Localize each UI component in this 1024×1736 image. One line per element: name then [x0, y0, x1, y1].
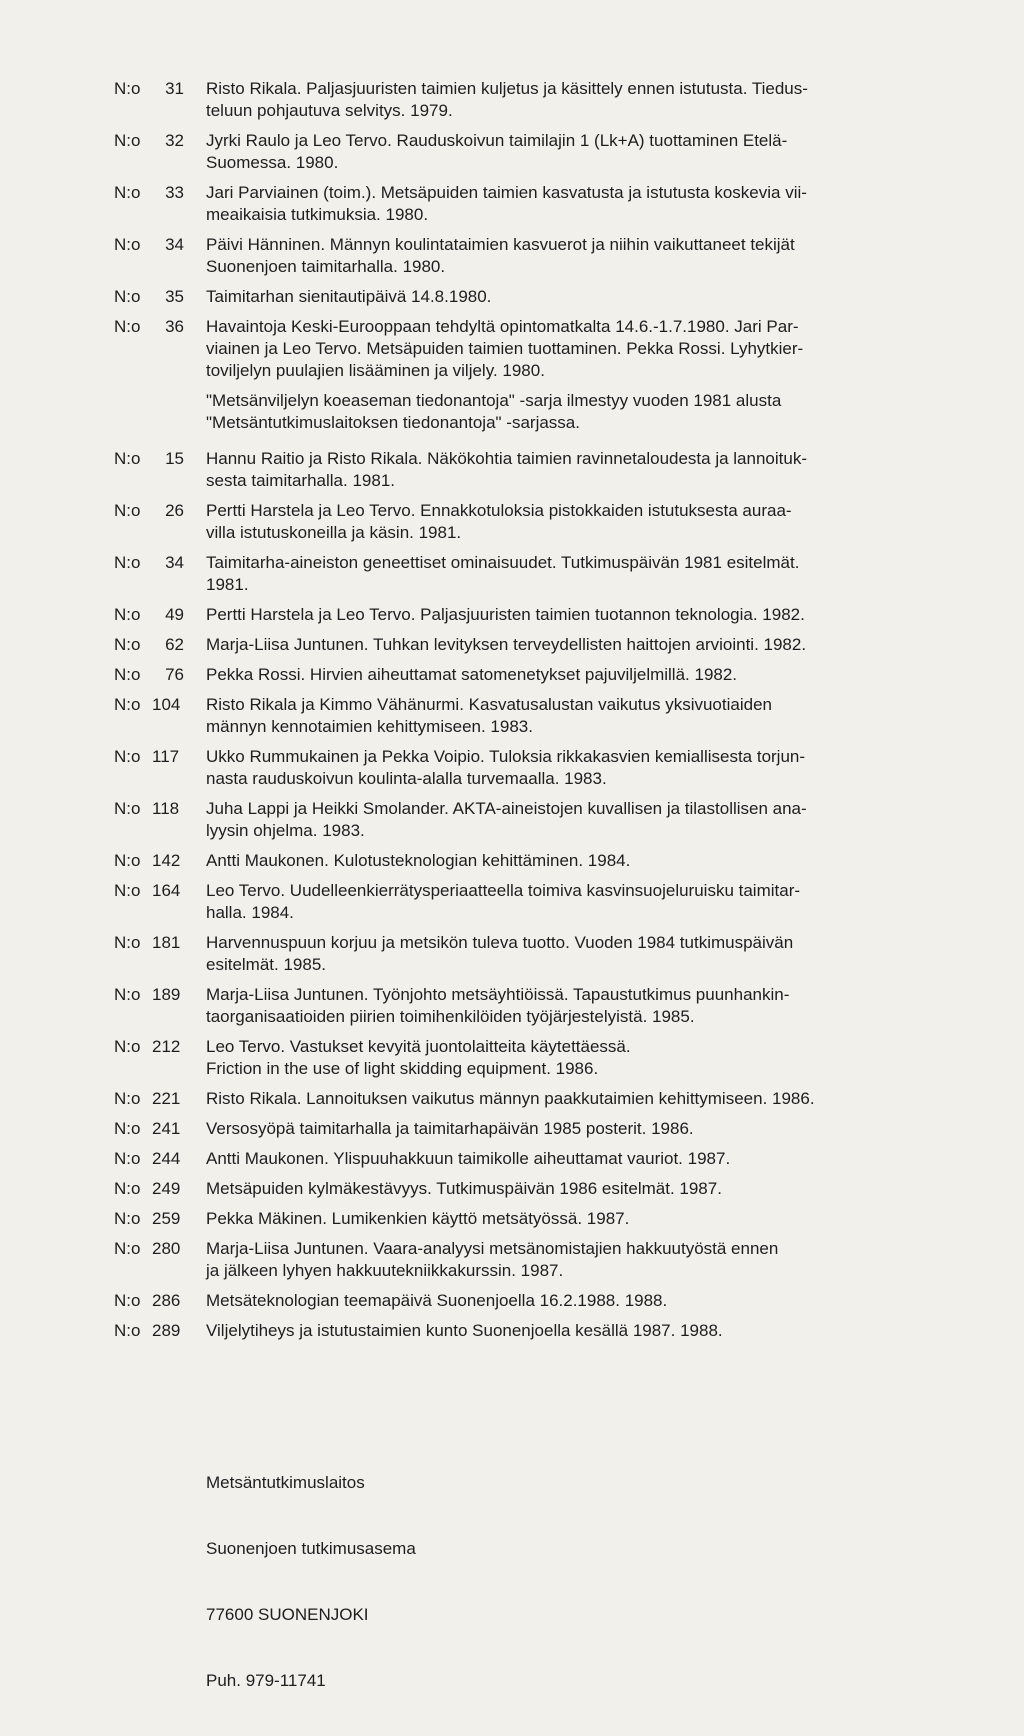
- entry-number-label: N:o: [114, 501, 141, 520]
- entry-number-label: N:o: [114, 665, 141, 684]
- entry-number: 34: [165, 235, 184, 254]
- publication-entry: [114, 932, 944, 976]
- entry-text: Risto Rikala ja Kimmo Vähänurmi. Kasvatusalustan vaikutus yksivuotiaiden männyn kennotaimien kehittymiseen. 1983.: [206, 695, 772, 736]
- entry-text: Antti Maukonen. Ylispuuhakkuun taimikolle aiheuttamat vauriot. 1987.: [206, 1149, 731, 1168]
- entry-number: 249: [152, 1179, 181, 1198]
- entry-number: 117: [152, 747, 180, 766]
- publication-entry: [114, 604, 944, 626]
- entry-text: Risto Rikala. Paljasjuuristen taimien kuljetus ja käsittely ennen istutusta. Tiedus- teluun pohjautuva selvitys. 1979.: [206, 79, 808, 120]
- entry-text: Marja-Liisa Juntunen. Vaara-analyysi metsänomistajien hakkuutyöstä ennen ja jälkeen lyhyen hakkuutekniikkakurssin. 1987.: [206, 1239, 779, 1280]
- publication-entry: [114, 1208, 944, 1230]
- entry-number: 244: [152, 1149, 181, 1168]
- entry-number: 241: [152, 1119, 181, 1138]
- entry-text: Marja-Liisa Juntunen. Tuhkan levityksen terveydellisten haittojen arviointi. 1982.: [206, 635, 807, 654]
- publication-entry: [114, 1036, 944, 1080]
- publication-entry: [114, 130, 944, 174]
- entry-number-label: N:o: [114, 235, 141, 254]
- footer-org: Metsäntutkimuslaitos: [206, 1473, 365, 1492]
- entry-number-label: N:o: [114, 449, 141, 468]
- entry-number-label: N:o: [114, 1209, 141, 1228]
- entry-number: 33: [165, 183, 184, 202]
- entry-number: 142: [152, 851, 181, 870]
- publication-entry: [114, 664, 944, 686]
- entry-number-label: N:o: [114, 79, 141, 98]
- entry-number-label: N:o: [114, 1239, 141, 1258]
- entry-text: Versosyöpä taimitarhalla ja taimitarhapäivän 1985 posterit. 1986.: [206, 1119, 694, 1138]
- entry-text: Leo Tervo. Uudelleenkierrätysperiaatteella toimiva kasvinsuojeluruisku taimitar- halla. 1984.: [206, 881, 801, 922]
- entry-number-label: N:o: [114, 1089, 141, 1108]
- publication-entry: [114, 78, 944, 122]
- entry-text: Metsäteknologian teemapäivä Suonenjoella 16.2.1988. 1988.: [206, 1291, 668, 1310]
- entry-number-label: N:o: [114, 985, 141, 1004]
- entry-number: 31: [165, 79, 184, 98]
- entry-number: 104: [152, 695, 181, 714]
- entry-number-label: N:o: [114, 1179, 141, 1198]
- entry-text: Päivi Hänninen. Männyn koulintataimien kasvuerot ja niihin vaikuttaneet tekijät Suonenjoen taimitarhalla. 1980.: [206, 235, 795, 276]
- entry-number-label: N:o: [114, 605, 141, 624]
- entry-number: 36: [165, 317, 184, 336]
- entry-number-label: N:o: [114, 1119, 141, 1138]
- publication-entry: [114, 1178, 944, 1200]
- entry-number-label: N:o: [114, 287, 141, 306]
- footer-phone: Puh. 979-11741: [206, 1671, 326, 1690]
- entry-number-label: N:o: [114, 799, 141, 818]
- entry-text: Harvennuspuun korjuu ja metsikön tuleva tuotto. Vuoden 1984 tutkimuspäivän esitelmät. 1985.: [206, 933, 794, 974]
- publication-entry: [114, 984, 944, 1028]
- entry-number: 118: [152, 799, 180, 818]
- entry-number-label: N:o: [114, 851, 141, 870]
- footer-address: 77600 SUONENJOKI: [206, 1605, 369, 1624]
- publication-entry: [114, 1118, 944, 1140]
- entry-number-label: N:o: [114, 131, 141, 150]
- entry-number: 189: [152, 985, 181, 1004]
- publication-entry: [114, 634, 944, 656]
- entry-text: Pertti Harstela ja Leo Tervo. Ennakkotuloksia pistokkaiden istutuksesta auraa- villa istutuskoneilla ja käsin. 1981.: [206, 501, 792, 542]
- entry-text: Risto Rikala. Lannoituksen vaikutus männyn paakkutaimien kehittymiseen. 1986.: [206, 1089, 815, 1108]
- entry-number: 259: [152, 1209, 181, 1228]
- entry-text: Metsäpuiden kylmäkestävyys. Tutkimuspäivän 1986 esitelmät. 1987.: [206, 1179, 722, 1198]
- entry-number: 164: [152, 881, 181, 900]
- publication-entry: [114, 880, 944, 924]
- publication-entry: [114, 1238, 944, 1282]
- publication-entry: [114, 798, 944, 842]
- entry-number: 289: [152, 1321, 181, 1340]
- entry-text: Pekka Mäkinen. Lumikenkien käyttö metsätyössä. 1987.: [206, 1209, 630, 1228]
- entry-text: Viljelytiheys ja istutustaimien kunto Suonenjoella kesällä 1987. 1988.: [206, 1321, 723, 1340]
- entry-number-label: N:o: [114, 695, 141, 714]
- entry-number-label: N:o: [114, 933, 141, 952]
- entry-number-label: N:o: [114, 183, 141, 202]
- entry-text: Havaintoja Keski-Eurooppaan tehdyltä opintomatkalta 14.6.-1.7.1980. Jari Par- viainen ja Leo Tervo. Metsäpuiden taimien tuottaminen. Pekka Rossi. Lyhytkier- toviljelyn puulajien lisääminen ja viljely. 1980.: [206, 317, 804, 380]
- entry-number: 212: [152, 1037, 181, 1056]
- publication-entry: [114, 448, 944, 492]
- entry-text: Leo Tervo. Vastukset kevyitä juontolaitteita käytettäessä. Friction in the use of light skidding equipment. 1986.: [206, 1037, 631, 1078]
- entry-number: 76: [165, 665, 184, 684]
- entry-number-label: N:o: [114, 747, 141, 766]
- publication-entry: [114, 1290, 944, 1312]
- entry-number: 26: [165, 501, 184, 520]
- publication-entry: [114, 1148, 944, 1170]
- entry-number-label: N:o: [114, 317, 141, 336]
- entry-number-label: N:o: [114, 1291, 141, 1310]
- publication-entry: [114, 694, 944, 738]
- entry-number-label: N:o: [114, 1321, 141, 1340]
- entry-text: Marja-Liisa Juntunen. Työnjohto metsäyhtiöissä. Tapaustutkimus puunhankin- taorganisaatioiden piirien toimihenkilöiden työjärjestelyistä. 1985.: [206, 985, 790, 1026]
- entry-text: Ukko Rummukainen ja Pekka Voipio. Tuloksia rikkakasvien kemiallisesta torjun- nasta rauduskoivun koulinta-alalla turvemaalla. 1983.: [206, 747, 806, 788]
- publication-entry: [114, 286, 944, 308]
- entry-text: Taimitarha-aineiston geneettiset ominaisuudet. Tutkimuspäivän 1981 esitelmät. 1981.: [206, 553, 800, 594]
- publication-entry: [114, 1320, 944, 1342]
- footer-address-block: [206, 1428, 944, 1736]
- entry-number: 34: [165, 553, 184, 572]
- footer-station: Suonenjoen tutkimusasema: [206, 1539, 416, 1558]
- publication-entry: [114, 746, 944, 790]
- publication-entry: [114, 1088, 944, 1110]
- entry-text: Pekka Rossi. Hirvien aiheuttamat satomenetykset pajuviljelmillä. 1982.: [206, 665, 738, 684]
- publication-entry: [114, 316, 944, 382]
- entry-number: 35: [165, 287, 184, 306]
- entry-number: 49: [165, 605, 184, 624]
- entry-text: Jari Parviainen (toim.). Metsäpuiden taimien kasvatusta ja istutusta koskevia vii- meaikaisia tutkimuksia. 1980.: [206, 183, 807, 224]
- publication-entry: [114, 850, 944, 872]
- entry-number-label: N:o: [114, 553, 141, 572]
- entry-text: Antti Maukonen. Kulotusteknologian kehittäminen. 1984.: [206, 851, 631, 870]
- entry-number: 280: [152, 1239, 181, 1258]
- entry-number-label: N:o: [114, 1149, 141, 1168]
- publication-entry: [114, 500, 944, 544]
- series-note: "Metsänviljelyn koeaseman tiedonantoja" -sarja ilmestyy vuoden 1981 alusta "Metsäntutkimuslaitoksen tiedonantoja" -sarjassa.: [206, 391, 782, 432]
- entry-text: Jyrki Raulo ja Leo Tervo. Rauduskoivun taimilajin 1 (Lk+A) tuottaminen Etelä- Suomessa. 1980.: [206, 131, 788, 172]
- publication-list-page: [114, 78, 944, 1736]
- entry-number-label: N:o: [114, 1037, 141, 1056]
- publication-entry: [114, 552, 944, 596]
- publication-entry: [114, 234, 944, 278]
- entry-text: Pertti Harstela ja Leo Tervo. Paljasjuuristen taimien tuotannon teknologia. 1982.: [206, 605, 805, 624]
- spacer: [114, 1350, 944, 1428]
- series-b-list: [114, 448, 944, 1342]
- entry-number: 221: [152, 1089, 181, 1108]
- entry-number: 62: [165, 635, 184, 654]
- entry-number: 181: [152, 933, 181, 952]
- publication-entry: [114, 182, 944, 226]
- entry-number: 15: [165, 449, 184, 468]
- entry-number: 286: [152, 1291, 181, 1310]
- series-a-list: [114, 78, 944, 382]
- entry-number-label: N:o: [114, 635, 141, 654]
- entry-text: Juha Lappi ja Heikki Smolander. AKTA-aineistojen kuvallisen ja tilastollisen ana- lyysin ohjelma. 1983.: [206, 799, 807, 840]
- entry-text: Taimitarhan sienitautipäivä 14.8.1980.: [206, 287, 492, 306]
- entry-number-label: N:o: [114, 881, 141, 900]
- entry-text: Hannu Raitio ja Risto Rikala. Näkökohtia taimien ravinnetaloudesta ja lannoituk- sesta taimitarhalla. 1981.: [206, 449, 807, 490]
- entry-number: 32: [165, 131, 184, 150]
